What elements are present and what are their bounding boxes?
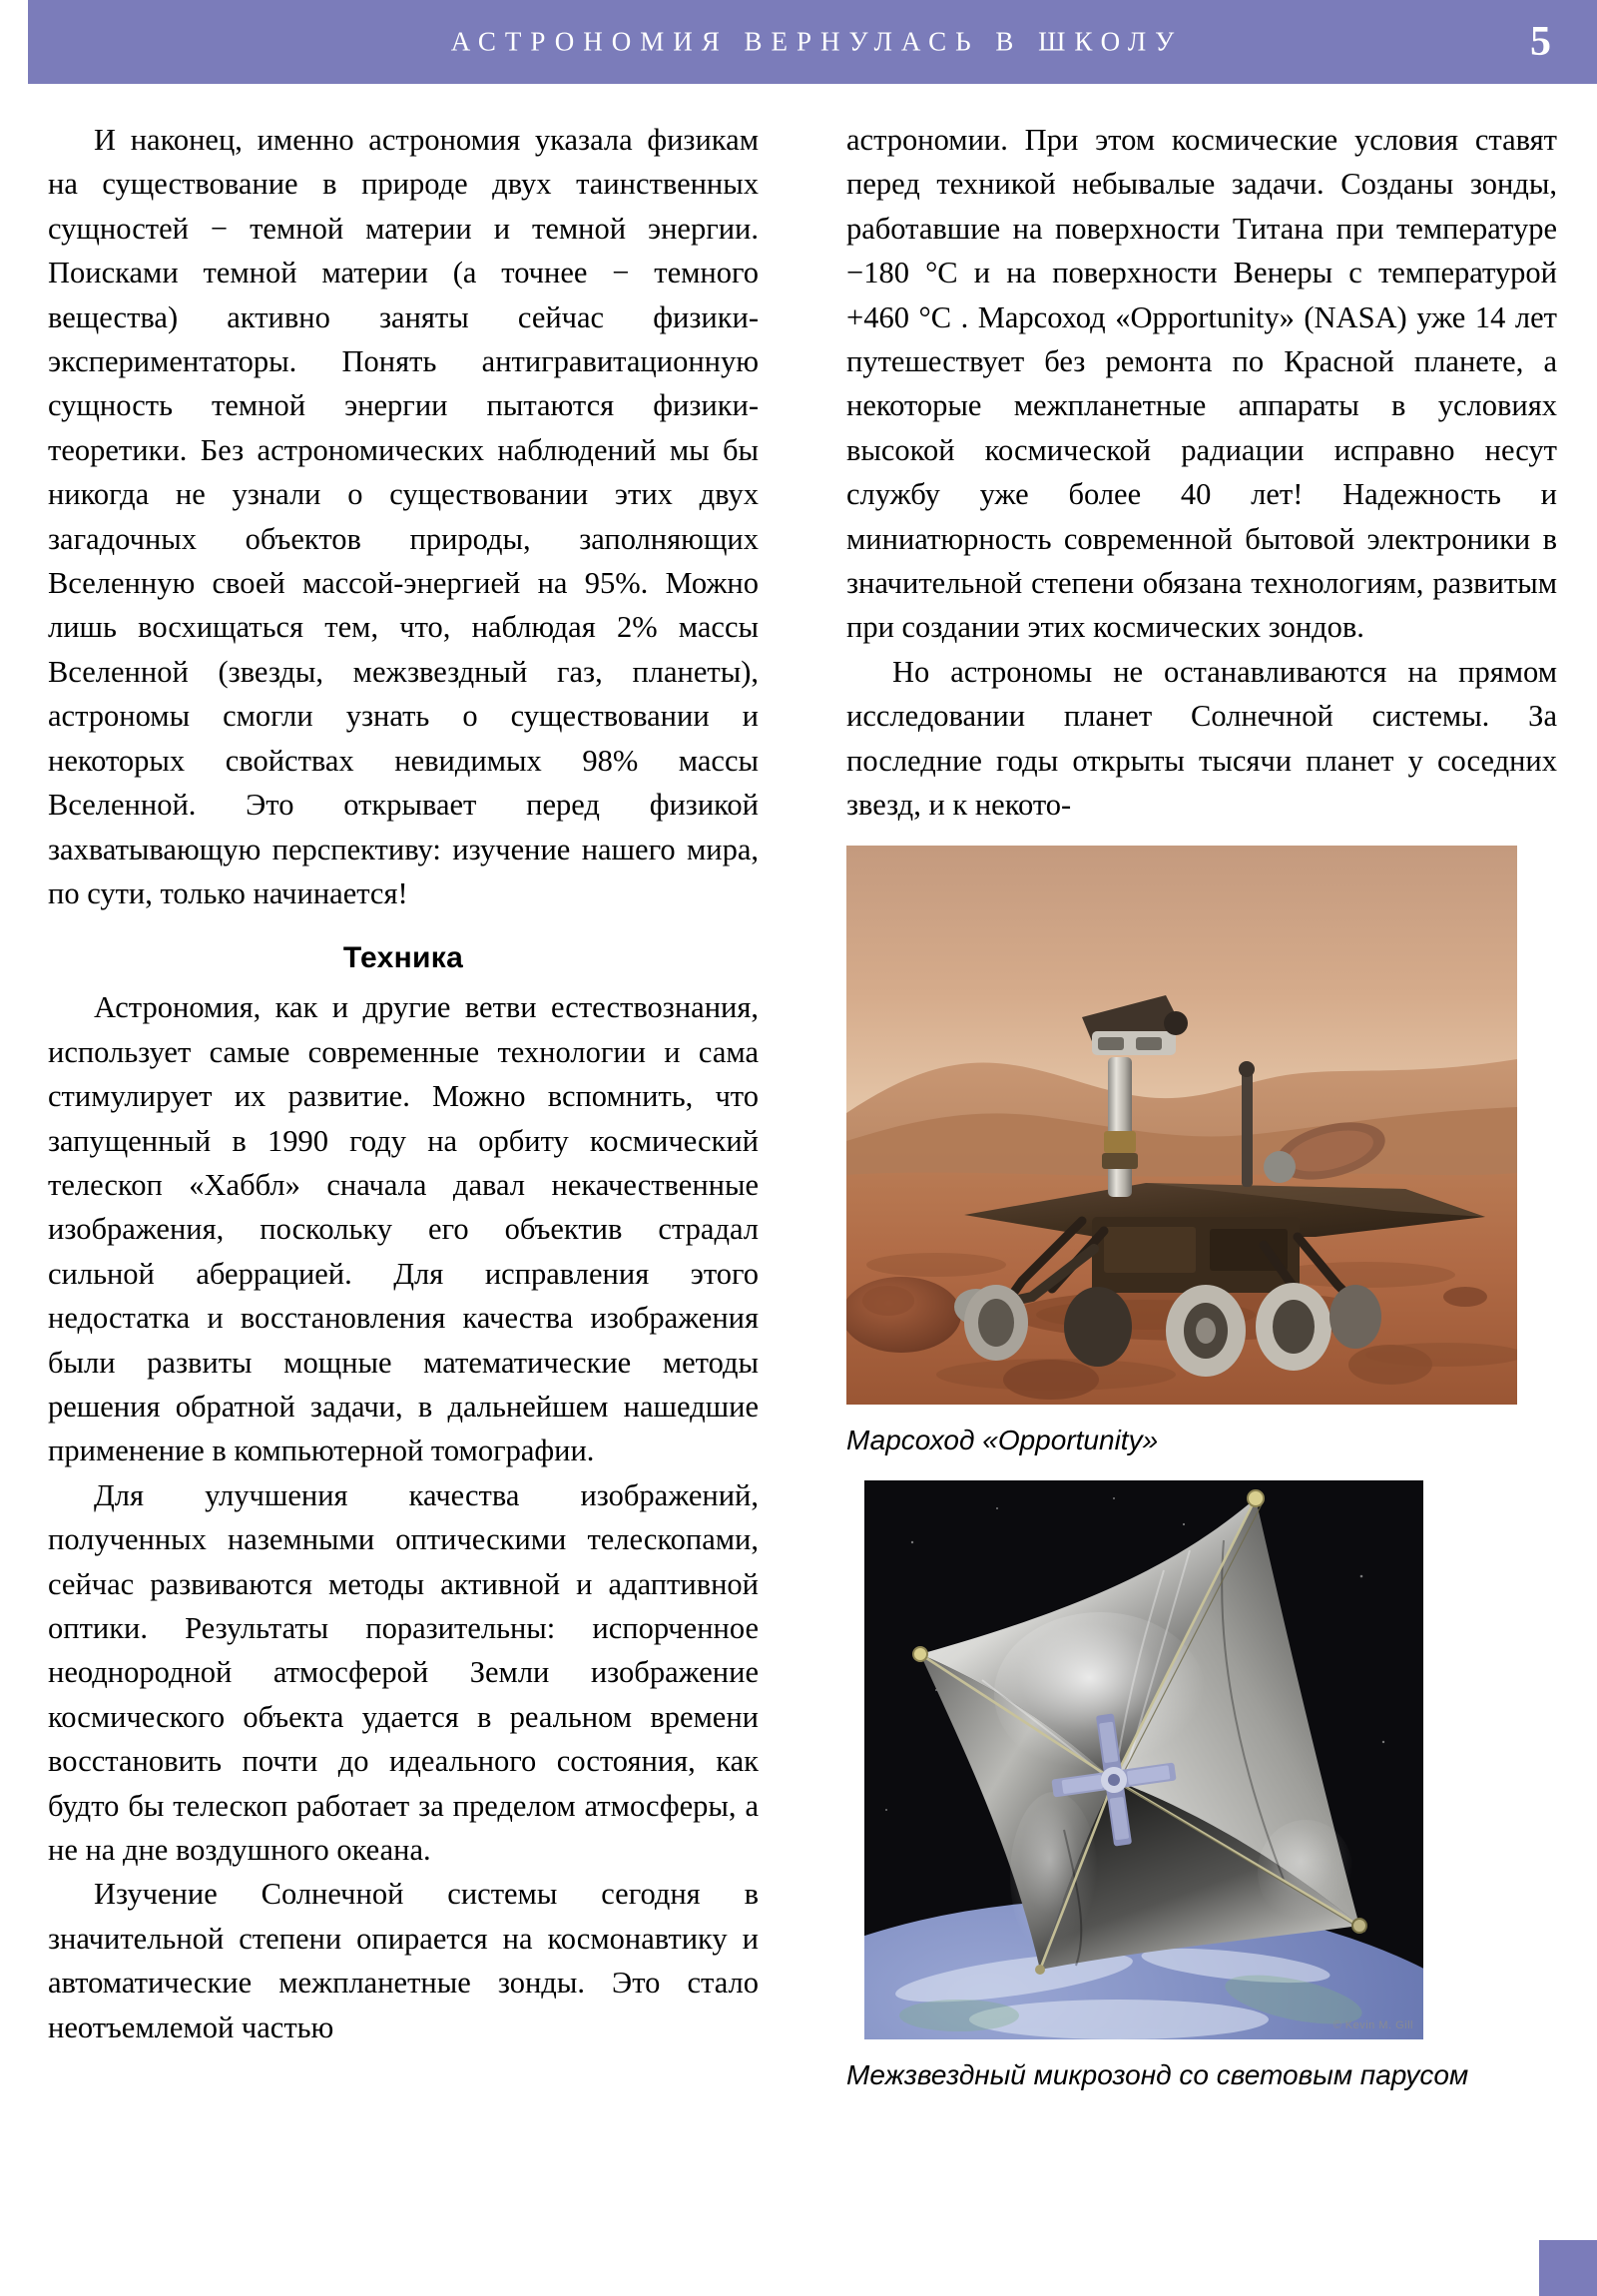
paragraph-space-conditions: астрономии. При этом космические условия ставят перед техникой небывалые задачи. Созданы зонды, работавшие на поверхности Титана при температуре −180 °C и на поверхности Венеры с температурой +460 °C . Марсоход «Opportunity» (NASA) уже 14 лет путешествует без ремонта по Красной планете, а некоторые межпланетные аппараты в условиях высокой космической радиации исправно несут службу уже более 40 лет! Надежность и миниатюрность современной бытовой электроники в значительной степени обязана технологиям, развитым при создании этих космических зондов.: [846, 123, 1557, 645]
page-corner-accent: [1539, 2240, 1597, 2296]
mars-rover-image: [846, 846, 1517, 1405]
paragraph-solar-system-study: Изучение Солнечной системы сегодня в значительной степени опирается на космонавтику и автоматические межпланетные зонды. Это стало неотъемлемой частью: [48, 1877, 759, 2044]
paragraph-adaptive-optics: Для улучшения качества изображений, полученных наземными оптическими телескопами, сейчас развиваются методы активной и адаптивной оптики. Результаты поразительны: испорченное неоднородной атмосферой Земли изображение космического объекта удается в реальном времени восстановить почти до идеального состояния, как будто бы телескоп работает за пределом атмосферы, а не на дне воздушного океана.: [48, 1477, 759, 1868]
paragraph-hubble: Астрономия, как и другие ветви естествознания, использует самые современные технологии и сама стимулирует их развитие. Можно вспомнить, что запущенный в 1990 году на орбиту космический телескоп «Хаббл» сначала давал некачественные изображения, поскольку его объектив страдал сильной аберрацией. Для исправления этого недостатка и восстановления качества изображения были развиты мощные математические методы решения обратной задачи, в дальнейшем нашедшие применение в компьютерной томографии.: [48, 990, 759, 1468]
left-column: [48, 118, 759, 2049]
figure-solar-sail: [846, 1480, 1557, 2095]
paragraph-exoplanets: Но астрономы не останавливаются на прямом исследовании планет Солнечной системы. За последние годы открыты тысячи планет у соседних звезд, и к некото-: [846, 654, 1557, 823]
mars-rover-illustration: [846, 846, 1517, 1405]
figure-caption-solar-sail: Межзвездный микрозонд со световым парусом: [846, 2058, 1469, 2090]
page-number: 5: [1530, 19, 1551, 65]
solar-sail-image: [864, 1480, 1423, 2039]
figure-caption-mars-rover: Марсоход «Opportunity»: [846, 1424, 1159, 1455]
page-body: [48, 118, 1557, 2294]
section-heading-technika: Техника: [342, 941, 464, 975]
solar-sail-illustration: [864, 1480, 1423, 2039]
page-header-bar: [28, 0, 1597, 84]
paragraph-dark-matter: И наконец, именно астрономия указала физикам на существование в природе двух таинственных сущностей − темной материи и темной энергии. Поисками темной материи (а точнее − темного вещества) активно заняты сейчас физики-экспериментаторы. Понять антигравитационную сущность темной энергии пытаются физики-теоретики. Без астрономических наблюдений мы бы никогда не узнали о существовании этих двух загадочных объектов природы, заполняющих Вселенную своей массой-энергией на 95%. Можно лишь восхищаться тем, что, наблюдая 2% массы Вселенной (звезды, межзвездный газ, планеты), астрономы смогли узнать о существовании и некоторых свойствах невидимых 98% массы Вселенной. Это открывает перед физикой захватывающую перспективу: изучение нашего мира, по сути, только начинается!: [48, 123, 759, 910]
right-column: [846, 118, 1557, 2095]
image-watermark: © Kevin M. Gill: [1332, 2018, 1413, 2031]
page-header-title: АСТРОНОМИЯ ВЕРНУЛАСЬ В ШКОЛУ: [450, 26, 1184, 57]
figure-mars-rover: [846, 846, 1557, 1460]
